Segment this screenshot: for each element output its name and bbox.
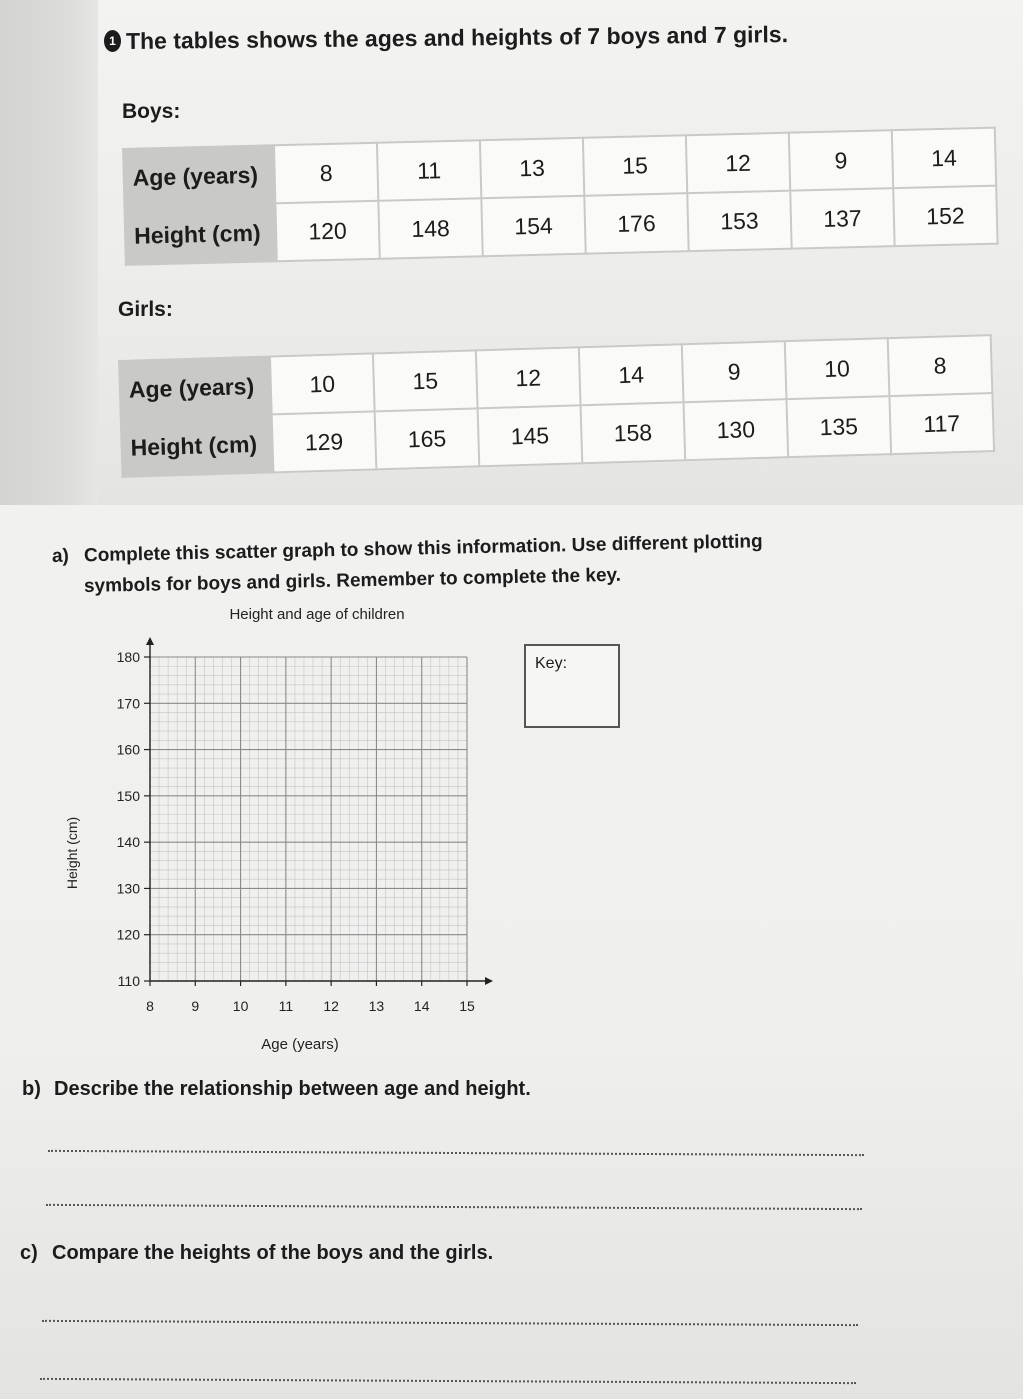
part-a-text-2: symbols for boys and girls. Remember to complete the key. [83, 564, 622, 597]
girls-height-cell: 158 [581, 402, 686, 463]
question-title: The tables shows the ages and heights of 7 boys and 7 girls. [125, 21, 789, 54]
part-c-text: Compare the heights of the boys and the girls. [52, 1242, 494, 1264]
girls-age-cell: 10 [270, 353, 375, 414]
boys-height-cell: 120 [275, 201, 379, 261]
part-a-text-1: Complete this scatter graph to show this information. Use different plotting [83, 531, 763, 567]
boys-table [122, 127, 999, 266]
y-tick-label: 140 [116, 834, 140, 851]
key-label: Key: [535, 655, 568, 672]
x-tick-labels [146, 998, 475, 1014]
key-box[interactable] [524, 644, 620, 728]
girls-height-cell: 117 [889, 393, 994, 454]
boys-height-cell: 176 [584, 193, 688, 253]
part-a-label: a) [51, 545, 70, 567]
chart-ticks [144, 657, 467, 986]
chart-axes [146, 637, 493, 985]
part-b-label: b) [22, 1078, 41, 1100]
girls-age-cell: 8 [888, 335, 993, 396]
boys-age-cell: 8 [274, 143, 378, 203]
boys-age-cell: 12 [686, 133, 790, 193]
boys-age-cell: 9 [789, 130, 893, 190]
boys-height-cell: 153 [687, 191, 791, 251]
page-shadow [0, 0, 98, 505]
part-c-label: c) [20, 1242, 38, 1264]
boys-age-cell: 14 [892, 128, 996, 188]
y-tick-label: 130 [116, 880, 140, 897]
boys-height-cell: 154 [481, 196, 585, 256]
y-tick-label: 180 [116, 649, 140, 665]
x-tick-label: 14 [413, 998, 430, 1014]
grid-major [150, 657, 467, 981]
girls-height-cell: 129 [272, 411, 377, 472]
x-tick-label: 15 [459, 998, 475, 1014]
y-tick-label: 150 [116, 787, 140, 804]
part-b [22, 1078, 531, 1101]
boys-age-cell: 11 [377, 140, 481, 200]
x-tick-label: 8 [146, 998, 154, 1014]
girls-age-cell: 10 [785, 338, 890, 399]
boys-height-cell: 137 [790, 188, 894, 248]
girls-age-cell: 9 [682, 341, 787, 402]
boys-age-cell: 13 [480, 138, 584, 198]
boys-age-header: Age (years) [123, 145, 275, 207]
y-tick-label: 170 [116, 695, 140, 712]
y-tick-labels [117, 649, 141, 989]
scatter-graph [55, 595, 515, 1055]
part-b-text: Describe the relationship between age and height. [54, 1078, 531, 1100]
y-axis-arrow [146, 637, 154, 645]
girls-height-header: Height (cm) [121, 414, 274, 476]
boys-height-header: Height (cm) [124, 203, 276, 265]
girls-height-cell: 135 [786, 396, 891, 457]
x-tick-label: 10 [232, 998, 249, 1014]
boys-table-label: Boys: [122, 100, 181, 123]
y-tick-label: 160 [116, 741, 140, 758]
girls-age-cell: 12 [476, 347, 581, 408]
girls-age-header: Age (years) [119, 356, 272, 418]
girls-height-cell: 145 [478, 405, 583, 466]
girls-table-label: Girls: [118, 298, 173, 321]
y-tick-label: 120 [116, 926, 140, 943]
grid-minor [150, 657, 467, 981]
boys-height-cell: 148 [378, 198, 482, 258]
x-tick-label: 9 [191, 998, 200, 1014]
question-number-badge: 1 [104, 30, 121, 52]
x-tick-label: 12 [323, 998, 339, 1014]
girls-height-cell: 130 [684, 399, 789, 460]
girls-age-cell: 15 [373, 350, 478, 411]
boys-age-cell: 15 [583, 135, 687, 195]
x-axis-label: Age (years) [261, 1036, 339, 1053]
part-c [20, 1242, 493, 1265]
x-tick-label: 11 [278, 998, 294, 1014]
girls-height-cell: 165 [375, 408, 480, 469]
boys-height-cell: 152 [893, 186, 997, 246]
y-axis-label: Height (cm) [64, 816, 80, 890]
chart-title: Height and age of children [229, 606, 405, 623]
x-axis-arrow [485, 977, 493, 985]
y-tick-label: 110 [117, 973, 140, 989]
x-tick-label: 13 [368, 998, 385, 1014]
girls-age-cell: 14 [579, 344, 684, 405]
